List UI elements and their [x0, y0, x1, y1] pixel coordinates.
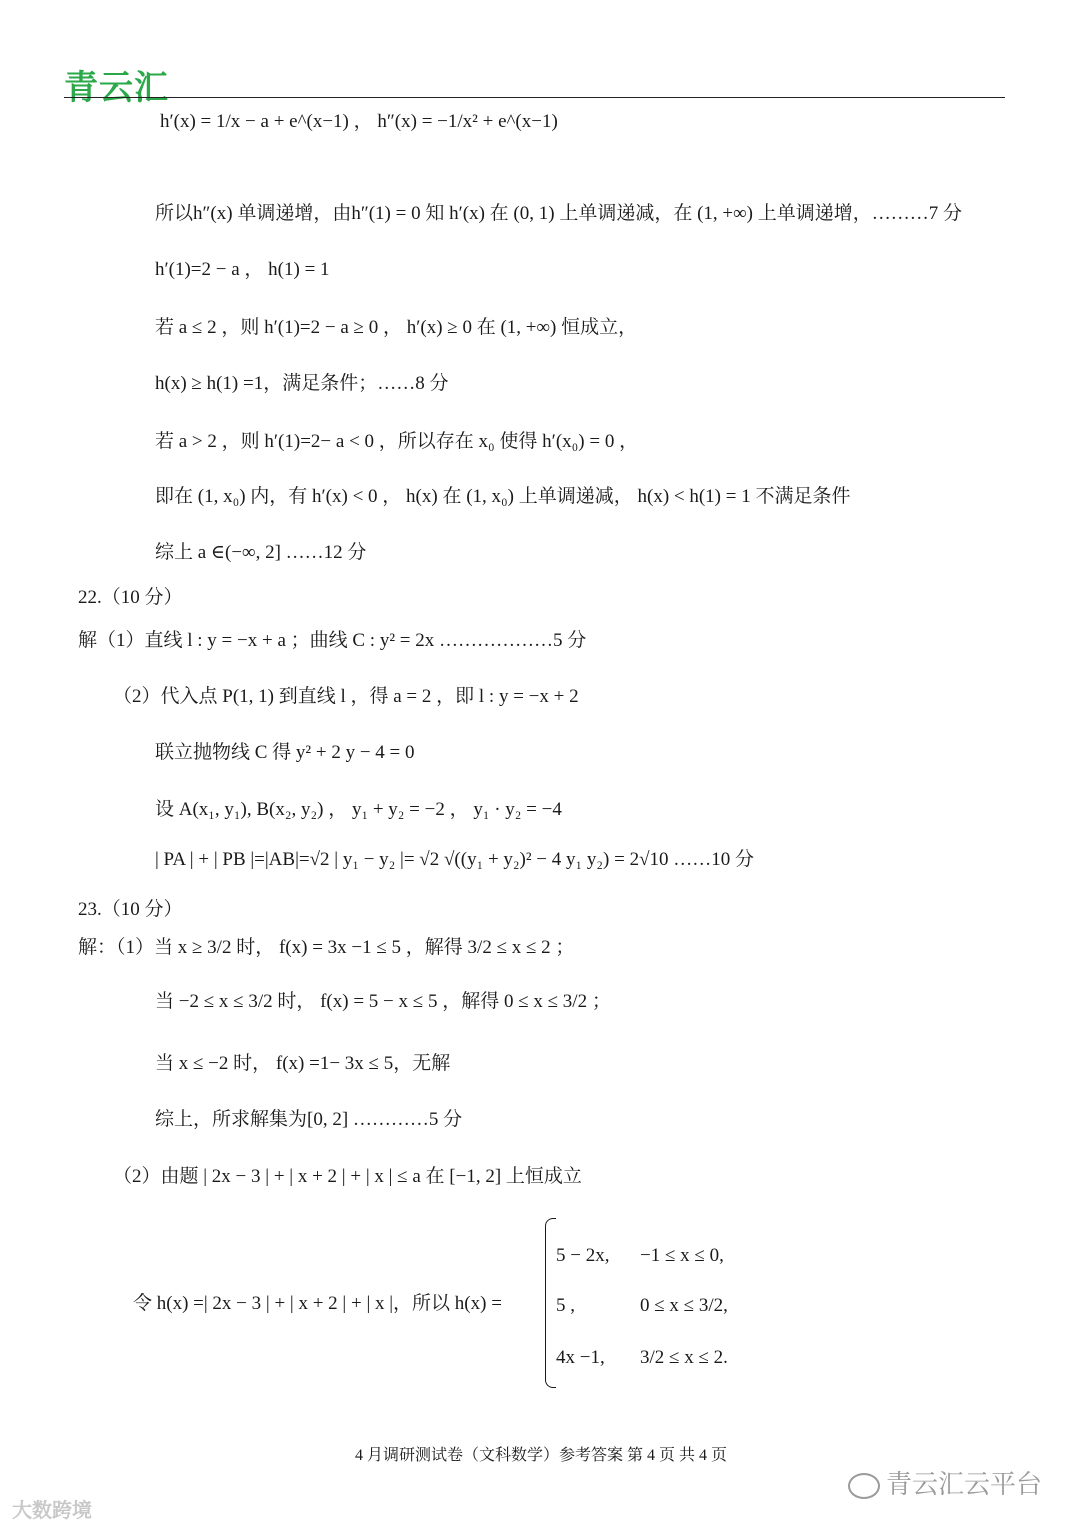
watermark-right-text: 青云汇云平台 — [886, 1470, 1043, 1500]
watermark-left: 大数跨境 — [12, 1498, 92, 1522]
formula-h-derivatives: h′(x) = 1/x − a + e^(x−1) ， h″(x) = −1/x² + e^(x−1) — [160, 111, 558, 132]
text-line-22-distance: | PA | + | PB |=|AB|=√2 | y₁ − y₂ |= √2 √((y₁ + y₂)² − 4 y₁ y₂) = 2√10 ……10 分 — [155, 849, 754, 870]
text-line-decreasing: 即在 (1, x₀) 内，有 h′(x) < 0 ， h(x) 在 (1, x₀) 上单调递减， h(x) < h(1) = 1 不满足条件 — [155, 486, 851, 507]
wechat-icon — [848, 1473, 880, 1499]
header-rule — [64, 97, 1005, 98]
problem-23-heading: 23.（10 分） — [78, 899, 183, 920]
text-line-conclusion-21: 综上 a ∈(−∞, 2] ……12 分 — [155, 542, 367, 563]
text-line-23-case3: 当 x ≤ −2 时， f(x) =1− 3x ≤ 5，无解 — [155, 1053, 451, 1074]
text-line-23-case1: 解：（1）当 x ≥ 3/2 时， f(x) = 3x −1 ≤ 5 ，解得 3/2 ≤ x ≤ 2 ； — [78, 937, 575, 958]
text-line-23-case2: 当 −2 ≤ x ≤ 3/2 时， f(x) = 5 − x ≤ 5 ，解得 0 ≤ x ≤ 3/2 ； — [155, 991, 611, 1012]
piecewise-cond-1: −1 ≤ x ≤ 0, — [640, 1245, 724, 1266]
piecewise-expr-3: 4x −1, — [556, 1347, 605, 1368]
problem-22-heading: 22.（10 分） — [78, 587, 183, 608]
piecewise-expr-2: 5 , — [556, 1295, 575, 1316]
text-line-23-solution-set: 综上，所求解集为[0, 2] …………5 分 — [155, 1109, 463, 1130]
watermark-right — [848, 1464, 1042, 1501]
piecewise-expr-1: 5 − 2x, — [556, 1245, 610, 1266]
text-line-condition-met: h(x) ≥ h(1) =1，满足条件；……8 分 — [155, 373, 449, 394]
page-footer: 4 月调研测试卷（文科数学）参考答案 第 4 页 共 4 页 — [355, 1447, 728, 1464]
piecewise-cond-3: 3/2 ≤ x ≤ 2. — [640, 1347, 728, 1368]
text-line-22-roots: 设 A(x₁, y₁), B(x₂, y₂) ， y₁ + y₂ = −2 ， y₁ · y₂ = −4 — [155, 799, 562, 820]
text-line-case-a-le-2: 若 a ≤ 2 ，则 h′(1)=2 − a ≥ 0 ， h′(x) ≥ 0 在 (1, +∞) 恒成立， — [155, 317, 638, 338]
text-line-23-hx: 令 h(x) =| 2x − 3 | + | x + 2 | + | x |，所以 h(x) = — [133, 1293, 502, 1314]
text-line-h1: h′(1)=2 − a ， h(1) = 1 — [155, 259, 330, 280]
text-line-23-2: （2）由题 | 2x − 3 | + | x + 2 | + | x | ≤ a 在 [−1, 2] 上恒成立 — [113, 1166, 582, 1187]
piecewise-brace — [545, 1218, 556, 1388]
text-line-22-parabola: 联立抛物线 C 得 y² + 2 y − 4 = 0 — [155, 742, 415, 763]
text-line-monotonic: 所以h″(x) 单调递增，由h″(1) = 0 知 h′(x) 在 (0, 1) 上单调递减，在 (1, +∞) 上单调递增，………7 分 — [155, 203, 962, 224]
text-line-22-2: （2）代入点 P(1, 1) 到直线 l ，得 a = 2 ，即 l : y = −x + 2 — [113, 686, 579, 707]
piecewise-cond-2: 0 ≤ x ≤ 3/2, — [640, 1295, 728, 1316]
logo: 青云汇 — [64, 68, 169, 108]
text-line-case-a-gt-2: 若 a > 2 ，则 h′(1)=2− a < 0 ，所以存在 x₀ 使得 h′(x₀) = 0 ， — [155, 431, 639, 452]
text-line-22-1: 解（1）直线 l : y = −x + a ；曲线 C : y² = 2x ………………5 分 — [78, 630, 587, 651]
